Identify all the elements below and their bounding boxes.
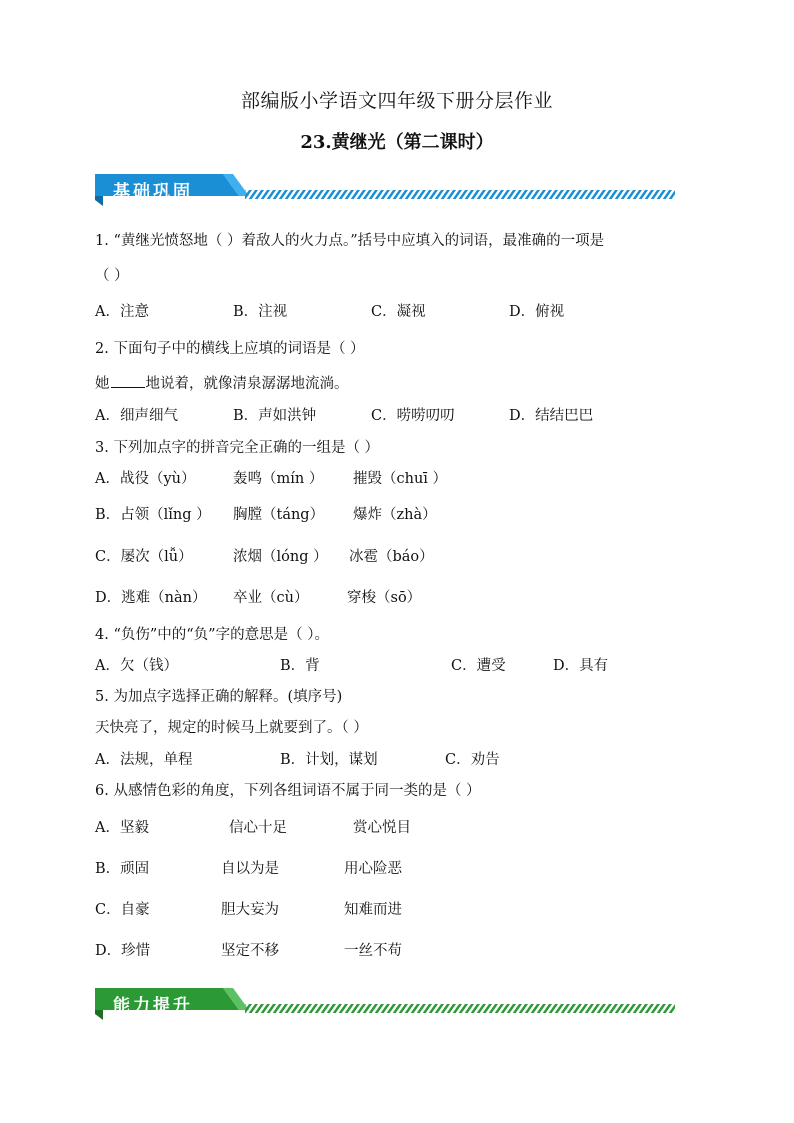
- q6-d-word2: 坚定不移: [221, 943, 279, 959]
- q6-a-word1: A．坚毅: [95, 820, 149, 836]
- q3-stem: 3. 下列加点字的拼音完全正确的一组是（ ）: [95, 440, 380, 456]
- q4-option-d: D．具有: [553, 658, 609, 674]
- q3-b-word3: 爆炸（zhà）: [353, 507, 437, 523]
- q2-sentence: [95, 372, 349, 393]
- q5-option-c: C．劝告: [445, 752, 500, 768]
- q2-sentence-post: 地说着，就像清泉潺潺地流淌。: [145, 376, 349, 392]
- q4-options: [95, 654, 695, 674]
- q3-d-word1: D．逃难（nàn）: [95, 590, 207, 606]
- q3-option-c: [95, 545, 695, 565]
- q4-option-b: B．背: [280, 658, 320, 674]
- q5-option-a: A．法规，单程: [95, 752, 193, 768]
- q6-stem: 6. 从感情色彩的角度，下列各组词语不属于同一类的是（ ）: [95, 783, 481, 799]
- q6-option-a: [95, 816, 695, 836]
- q4-stem: 4. “负伤”中的“负”字的意思是（ ）。: [95, 627, 329, 643]
- q2-options: [95, 404, 695, 424]
- q3-d-word3: 穿梭（sō）: [347, 590, 422, 606]
- q6-a-word2: 信心十足: [229, 820, 287, 836]
- q3-option-a: [95, 467, 695, 487]
- q6-a-word3: 赏心悦目: [353, 820, 411, 836]
- q1-option-a: A．注意: [95, 304, 149, 320]
- q3-option-d: [95, 586, 695, 606]
- q6-c-word1: C．自豪: [95, 902, 150, 918]
- lesson-subtitle: 23.黄继光（第二课时）: [300, 132, 494, 153]
- q2-fill-blank[interactable]: [111, 373, 145, 388]
- q3-a-word2: 轰鸣（mín ）: [233, 471, 324, 487]
- q3-c-word2: 浓烟（lóng ）: [233, 549, 328, 565]
- q6-option-c: [95, 898, 695, 918]
- q6-option-b: [95, 857, 695, 877]
- q1-stem-line2: （ ）: [95, 268, 129, 284]
- q4-option-a: A．欠（钱）: [95, 658, 178, 674]
- q6-option-d: [95, 939, 695, 959]
- q6-b-word1: B．顽固: [95, 861, 150, 877]
- q4-option-c: C．遭受: [451, 658, 506, 674]
- q1-option-d: D．俯视: [509, 304, 565, 320]
- q6-b-word3: 用心险恶: [344, 861, 402, 877]
- q3-d-word2: 卒业（cù）: [233, 590, 309, 606]
- q5-sentence: 天快亮了，规定的时候马上就要到了。（ ）: [95, 720, 368, 736]
- q3-option-b: [95, 503, 695, 523]
- q5-option-b: B．计划，谋划: [280, 752, 378, 768]
- q6-c-word3: 知难而进: [344, 902, 402, 918]
- q2-option-d: D．结结巴巴: [509, 408, 594, 424]
- q2-stem: 2. 下面句子中的横线上应填的词语是（ ）: [95, 341, 365, 357]
- q3-c-word1: C．屡次（lǚ）: [95, 549, 193, 565]
- q3-c-word3: 冰雹（báo）: [349, 549, 434, 565]
- section-banner-basic: [95, 170, 680, 210]
- q3-a-word3: 摧毁（chuī ）: [353, 471, 448, 487]
- q5-options: [95, 748, 695, 768]
- q2-sentence-pre: 她: [95, 376, 110, 392]
- q3-b-word2: 胸膛（táng）: [233, 507, 325, 523]
- document-title: 部编版小学语文四年级下册分层作业: [240, 90, 553, 112]
- q6-c-word2: 胆大妄为: [221, 902, 279, 918]
- q5-stem: 5. 为加点字选择正确的解释。(填序号): [95, 689, 343, 705]
- section-title-advanced: 能力提升: [113, 996, 193, 1016]
- q2-option-b: B．声如洪钟: [233, 408, 317, 424]
- q6-d-word3: 一丝不苟: [344, 943, 402, 959]
- q6-b-word2: 自以为是: [221, 861, 279, 877]
- q3-a-word1: A．战役（yù）: [95, 471, 196, 487]
- q2-option-c: C．唠唠叨叨: [371, 408, 455, 424]
- q2-option-a: A．细声细气: [95, 408, 178, 424]
- q1-option-c: C．凝视: [371, 304, 426, 320]
- section-banner-advanced: [95, 984, 680, 1024]
- q6-d-word1: D．珍惜: [95, 943, 151, 959]
- q1-option-b: B．注视: [233, 304, 288, 320]
- q1-options: [95, 300, 695, 320]
- q3-b-word1: B．占领（lǐng ）: [95, 507, 211, 523]
- section-title-basic: 基础巩固: [113, 182, 193, 202]
- q1-stem-line1: 1. “黄继光愤怒地（ ）着敌人的火力点。”括号中应填入的词语，最准确的一项是: [95, 233, 605, 249]
